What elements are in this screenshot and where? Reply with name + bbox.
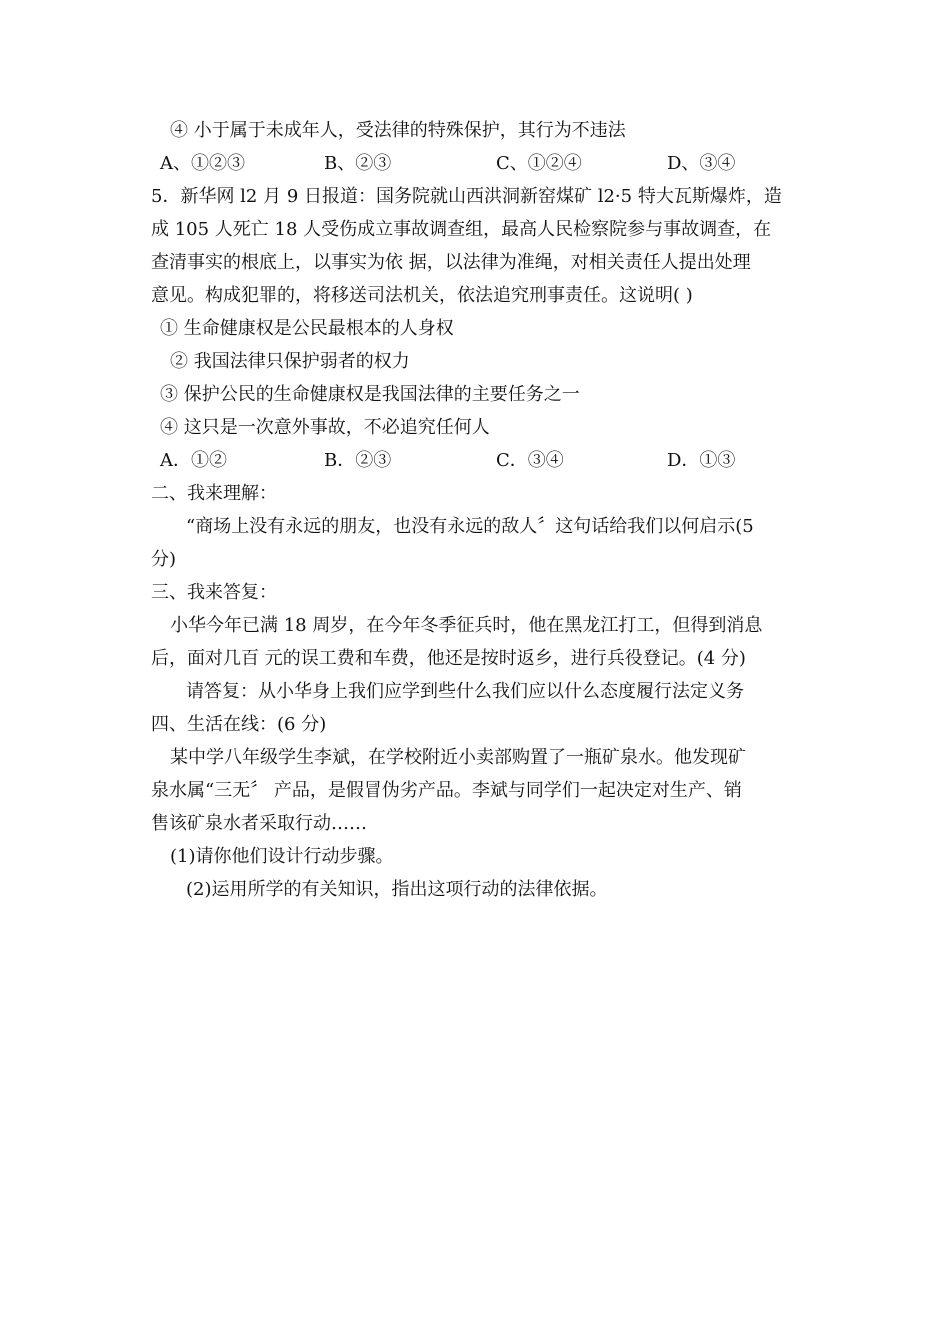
section3-question: 请答复：从小华身上我们应学到些什么我们应以什么态度履行法定义务 <box>186 681 744 702</box>
section4-text-cont: 泉水属“三无〞 产品，是假冒伪劣产品。李斌与同学们一起决定对生产、销 <box>151 780 742 801</box>
section4-text-cont: 售该矿泉水者采取行动…… <box>151 813 367 834</box>
section3-heading: 三、我来答复： <box>151 582 277 603</box>
q4-option-d: D、③④ <box>667 153 736 174</box>
section4-question-1: (1)请你他们设计行动步骤。 <box>170 846 394 867</box>
section4-text: 某中学八年级学生李斌，在学校附近小卖部购置了一瓶矿泉水。他发现矿 <box>170 747 746 768</box>
section3-text: 小华今年已满 18 周岁，在今年冬季征兵时，他在黑龙江打工，但得到消息 <box>170 615 763 636</box>
q5-option-c: C．③④ <box>496 450 564 471</box>
section4-heading: 四、生活在线：(6 分) <box>151 714 327 735</box>
q4-option-a: A、①②③ <box>160 153 245 174</box>
q4-statement-4: ④ 小于属于未成年人，受法律的特殊保护，其行为不违法 <box>170 120 626 141</box>
section2-prompt-cont: 分) <box>151 549 177 570</box>
q5-statement-2: ② 我国法律只保护弱者的权力 <box>170 351 410 372</box>
q5-statement-1: ① 生命健康权是公民最根本的人身权 <box>160 318 454 339</box>
q5-statement-3: ③ 保护公民的生命健康权是我国法律的主要任务之一 <box>160 384 580 405</box>
q5-option-a: A．①② <box>160 450 227 471</box>
q5-stem-line: 成 105 人死亡 18 人受伤成立事故调查组，最高人民检察院参与事故调查，在 <box>151 219 772 240</box>
section3-text-cont: 后，面对几百 元的误工费和车费，他还是按时返乡，进行兵役登记。(4 分) <box>151 648 746 669</box>
q5-stem-line: 查清事实的根底上，以事实为依 据，以法律为准绳，对相关责任人提出处理 <box>151 252 751 273</box>
section4-question-2: (2)运用所学的有关知识，指出这项行动的法律依据。 <box>186 879 608 900</box>
q5-stem-line: 意见。构成犯罪的，将移送司法机关，依法追究刑事责任。这说明( ) <box>151 285 693 306</box>
section2-heading: 二、我来理解： <box>151 483 277 504</box>
q5-option-d: D．①③ <box>667 450 736 471</box>
q4-option-c: C、①②④ <box>496 153 582 174</box>
q5-option-b: B．②③ <box>324 450 392 471</box>
section2-prompt: “商场上没有永远的朋友，也没有永远的敌人〞这句话给我们以何启示(5 <box>186 516 754 537</box>
q5-stem-line: 5．新华网 l2 月 9 日报道：国务院就山西洪洞新窑煤矿 l2·5 特大瓦斯爆炸，造 <box>151 186 782 207</box>
q5-statement-4: ④ 这只是一次意外事故，不必追究任何人 <box>160 417 490 438</box>
q4-option-b: B、②③ <box>324 153 392 174</box>
